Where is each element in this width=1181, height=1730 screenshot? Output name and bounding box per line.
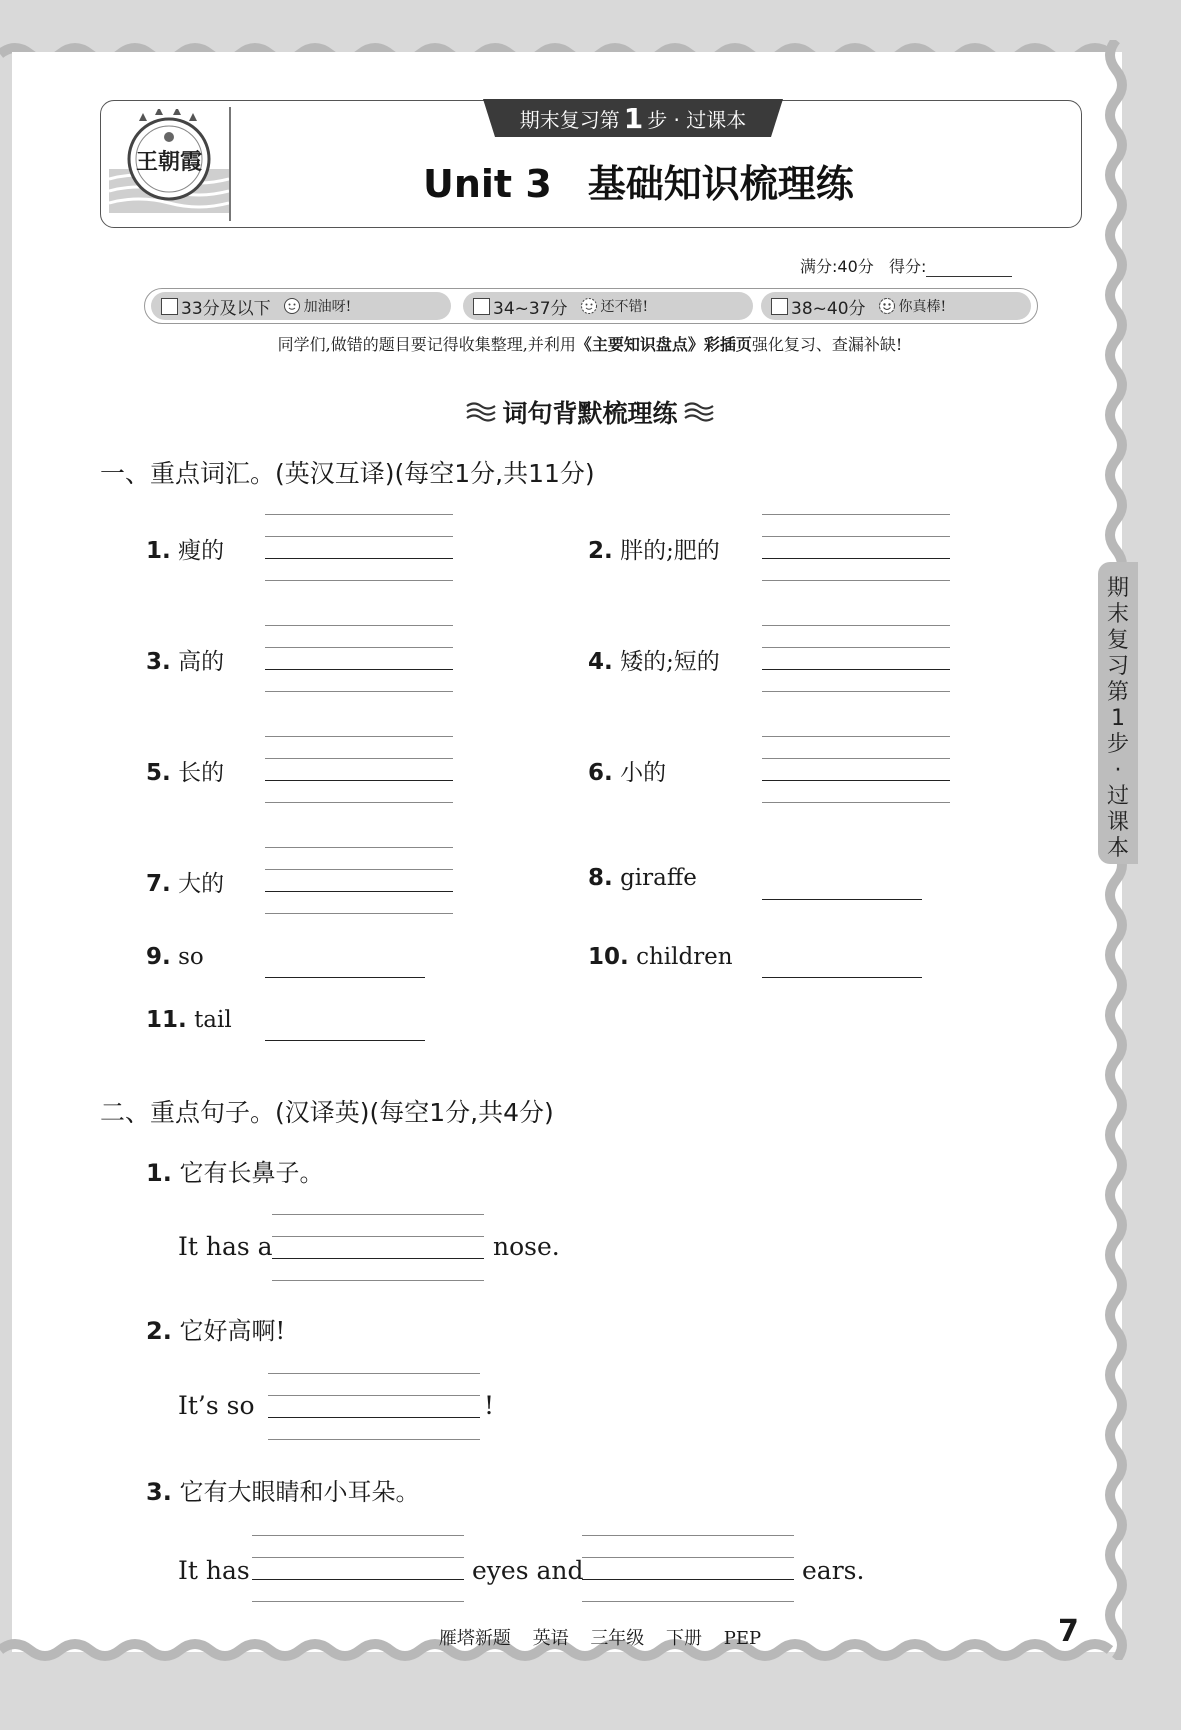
rating-high [761,292,1031,320]
sentence-cn: 它好高啊! [179,1317,286,1345]
sentence-en-pre: It has [178,1556,250,1585]
item-number: 3. [146,1478,172,1506]
vocab-item [588,944,733,976]
note-bold: 《主要知识盘点》彩插页 [575,335,752,354]
answer-blank[interactable] [265,977,425,978]
sentence-cn: 它有大眼睛和小耳朵。 [179,1478,420,1506]
score-line [800,254,1040,278]
rating-high-comment: 你真棒! [898,299,947,315]
answer-blank[interactable] [762,977,922,978]
item-number: 3. [146,649,171,675]
vocab-item [588,532,720,564]
note-post: 强化复习、查漏补缺! [751,335,903,354]
vocab-item [146,1007,232,1039]
title-label: 基础知识梳理练 [587,162,854,206]
item-text: 小的 [620,760,667,786]
answer-blank[interactable] [762,899,922,900]
section-title [100,394,1080,430]
item-number: 8. [588,865,613,891]
score-label: 得分: [889,257,927,276]
sentence-cn: 它有长鼻子。 [179,1159,324,1187]
part2-heading: 二、重点句子。(汉译英)(每空1分,共4分) [100,1098,554,1127]
smile-face-icon [580,297,598,315]
sentence-en-post: nose. [493,1232,560,1261]
rating-low-comment: 加油呀! [303,299,352,315]
item-number: 1. [146,1159,172,1187]
item-text: 长的 [178,760,225,786]
item-text: so [178,944,204,970]
item-text: 胖的;肥的 [620,538,720,564]
vocab-item [146,944,204,976]
rating-mid-checkbox[interactable] [473,298,490,315]
item-number: 2. [146,1317,172,1345]
banner [483,99,783,137]
full-score: 满分:40分 [800,257,874,276]
wave-left-icon [466,401,496,423]
banner-suffix: 步 · 过课本 [647,107,747,132]
footer-grade: 三年级 [590,1628,645,1649]
side-tab-text: 期 末 复 习 第 1 步 · 过 课 本 [1106,576,1129,861]
sentence-prompt [146,1472,419,1507]
rating-high-range: 38~40分 [791,298,866,319]
item-number: 9. [146,944,171,970]
star-face-icon [878,297,896,315]
item-number: 10. [588,944,629,970]
header-box [100,100,1082,228]
item-number: 1. [146,538,171,564]
page-number: 7 [1058,1614,1079,1649]
item-text: 矮的;短的 [620,649,720,675]
vocab-item [588,754,666,786]
vocab-item [588,865,697,897]
rating-mid-range: 34~37分 [493,298,568,319]
sentence-en-pre: It has a [178,1232,273,1261]
score-blank[interactable] [926,262,1012,277]
instruction-note [100,332,1080,356]
section-title-text: 词句背默梳理练 [502,399,678,428]
part1-heading: 一、重点词汇。(英汉互译)(每空1分,共11分) [100,459,595,488]
sentence-prompt [146,1311,285,1346]
item-number: 6. [588,760,613,786]
sentence-en-pre: It’s so [178,1391,255,1420]
rating-low-checkbox[interactable] [161,298,178,315]
sentence-prompt [146,1153,323,1188]
note-pre: 同学们,做错的题目要记得收集整理,并利用 [277,335,576,354]
page-title [423,153,983,206]
rating-low [151,292,451,320]
footer-edition: PEP [723,1628,762,1649]
header-divider [229,107,231,221]
cheer-face-icon [283,297,301,315]
unit-label: Unit 3 [423,162,552,206]
side-tab [1098,562,1138,864]
footer [300,1624,900,1650]
wave-right-icon [684,401,714,423]
vocab-item [146,532,224,564]
item-number: 7. [146,871,171,897]
footer-subject: 英语 [532,1628,569,1649]
banner-text [483,99,783,137]
item-text: giraffe [620,865,697,891]
sentence-en-post: ! [484,1391,495,1420]
sentence-en-post: ears. [802,1556,865,1585]
banner-prefix: 期末复习第 [519,107,620,132]
brand-logo [109,109,229,219]
rating-low-range: 33分及以下 [181,298,271,319]
item-text: children [636,944,733,970]
item-text: 瘦的 [178,538,225,564]
vocab-item [146,643,224,675]
rating-bar [144,288,1038,324]
footer-series: 雁塔新题 [438,1628,511,1649]
item-number: 11. [146,1007,187,1033]
item-text: 高的 [178,649,225,675]
rating-high-checkbox[interactable] [771,298,788,315]
item-text: tail [194,1007,232,1033]
item-number: 4. [588,649,613,675]
rating-mid [463,292,753,320]
rating-mid-comment: 还不错! [600,299,649,315]
vocab-item [146,865,224,897]
vocab-item [146,754,224,786]
logo-wordmark: 王朝霞 [135,149,203,175]
answer-blank[interactable] [265,1040,425,1041]
vocab-item [588,643,720,675]
sentence-en-mid: eyes and [472,1556,584,1585]
footer-volume: 下册 [666,1628,703,1649]
item-number: 2. [588,538,613,564]
item-text: 大的 [178,871,225,897]
item-number: 5. [146,760,171,786]
banner-number: 1 [623,101,644,135]
